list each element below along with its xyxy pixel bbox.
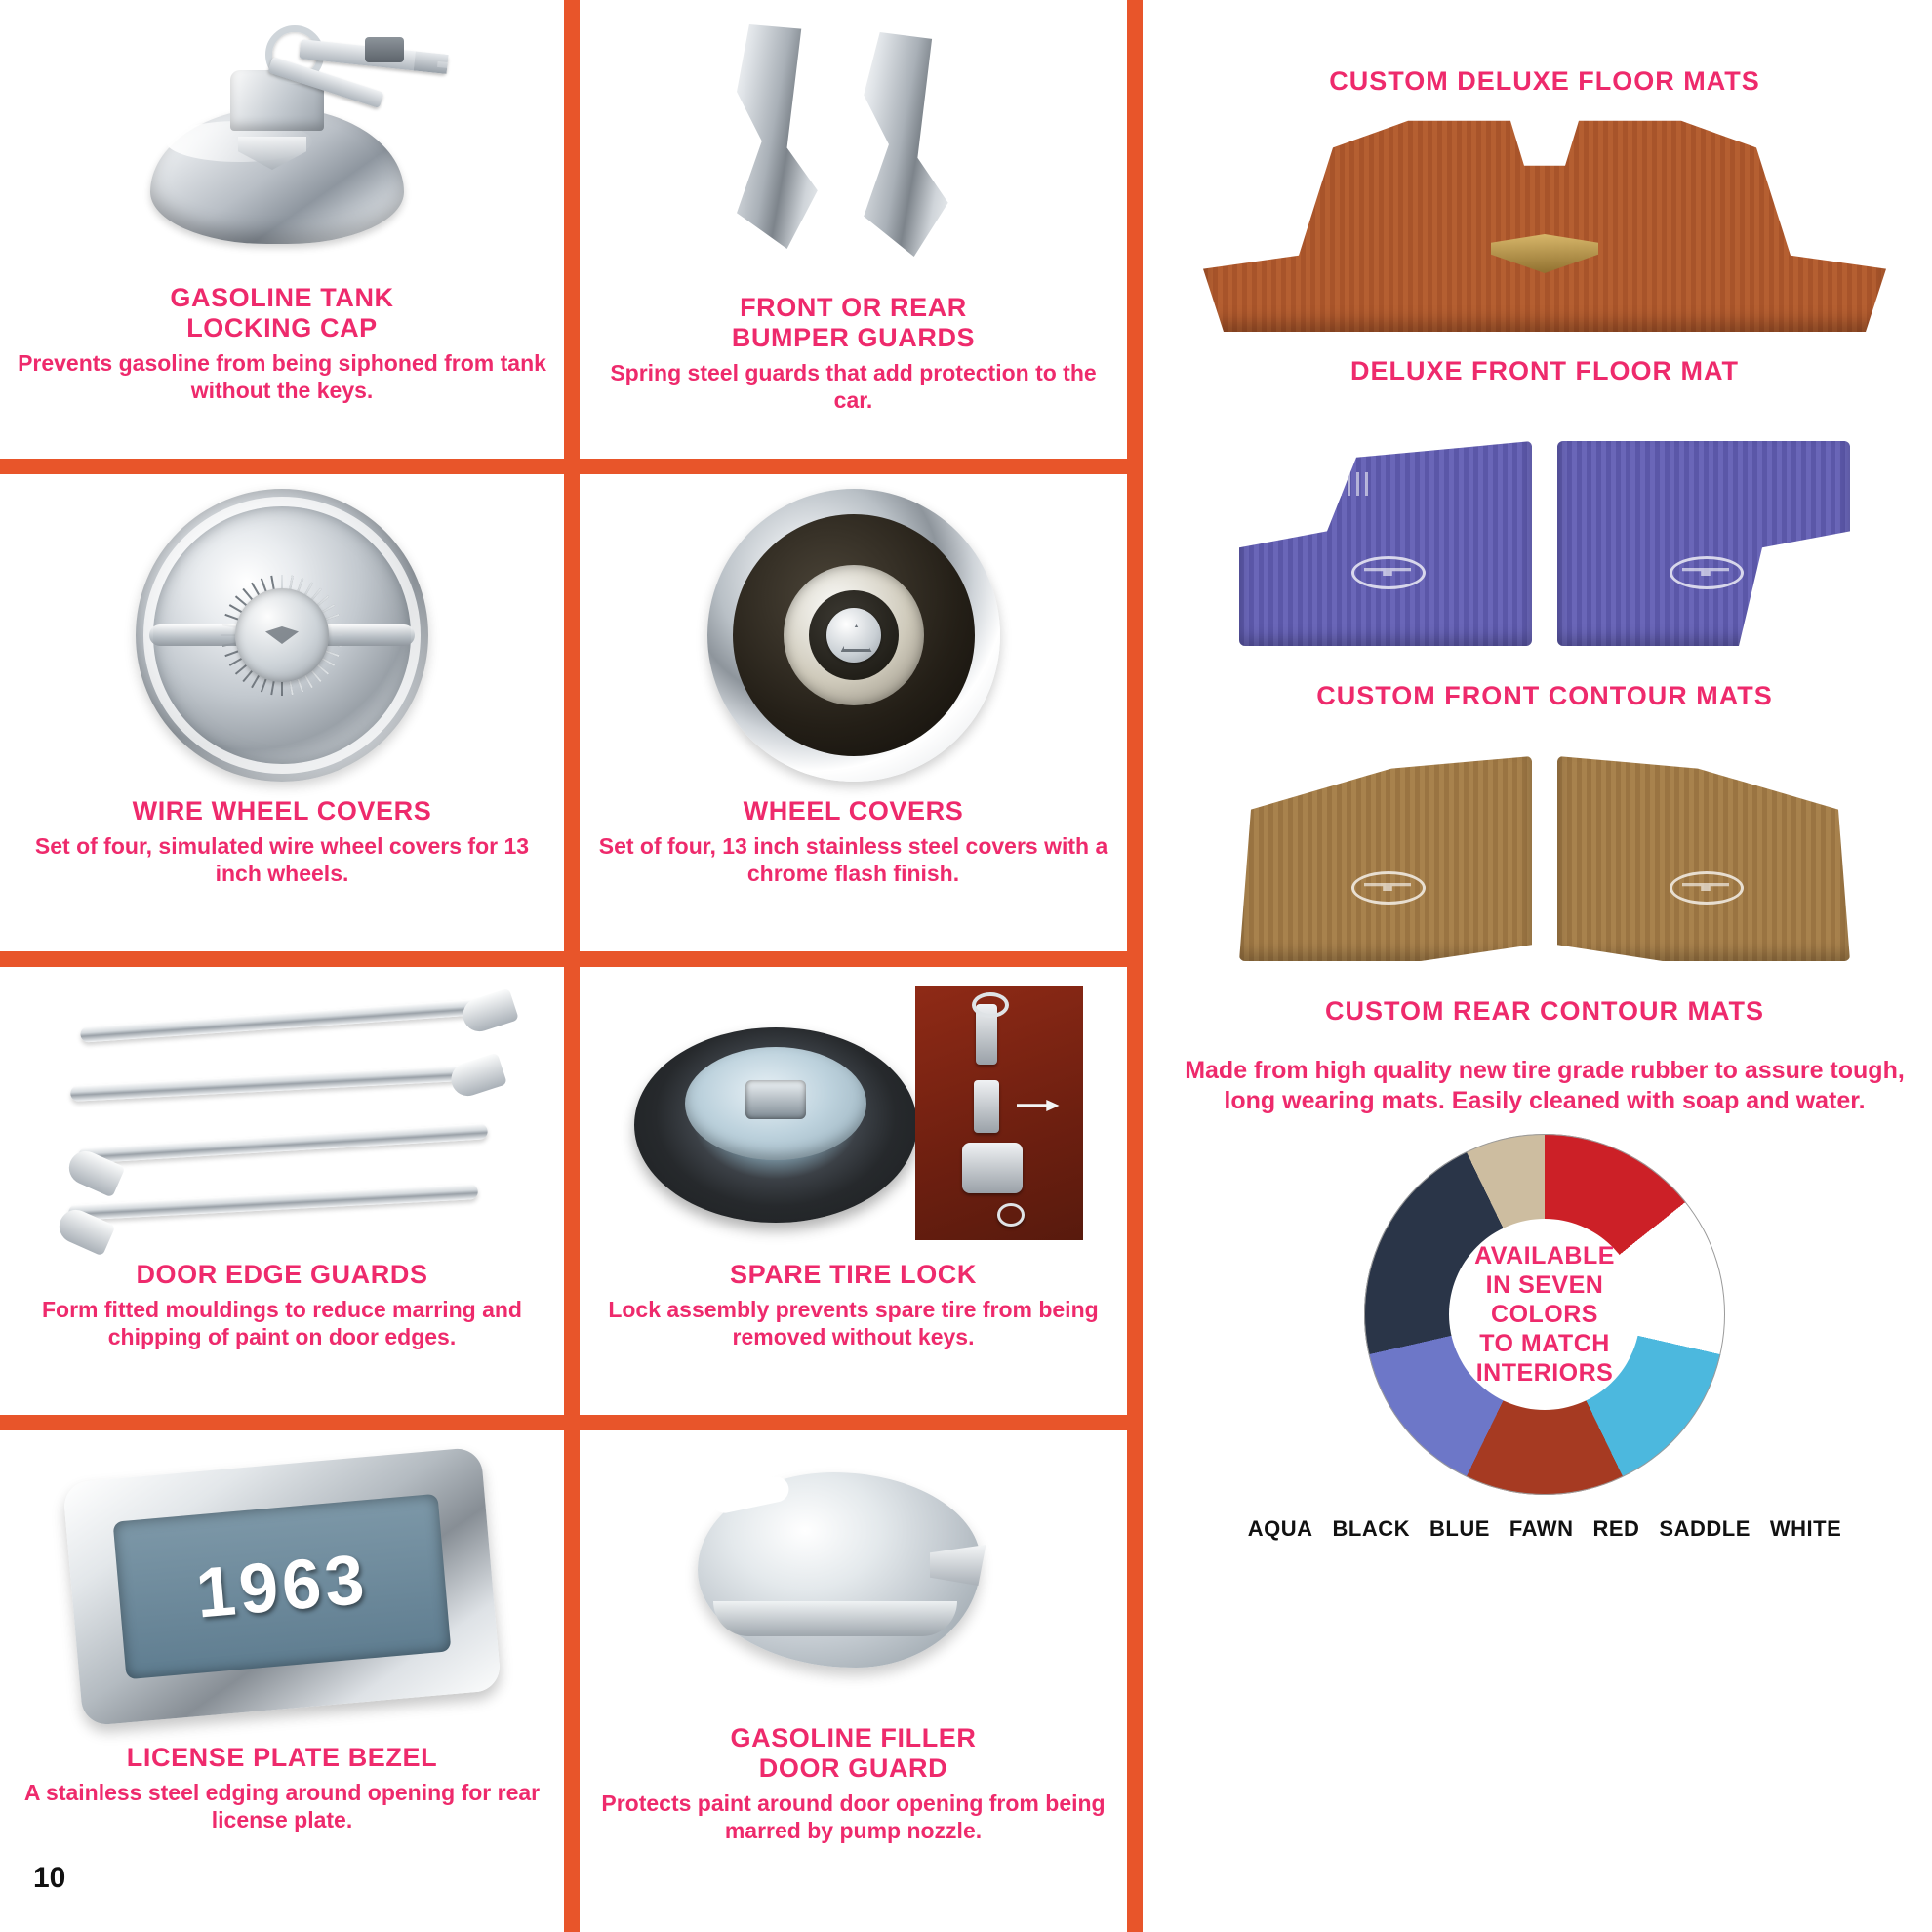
color-names-row — [1157, 1516, 1932, 1542]
color-wheel-center — [1449, 1219, 1640, 1410]
item-description: Form fitted mouldings to reduce marring and chipping of paint on door edges. — [42, 1296, 522, 1349]
item-license-plate-bezel — [0, 1430, 564, 1932]
item-description: Set of four, simulated wire wheel covers for 13 inch wheels. — [34, 832, 530, 886]
color-name: RED — [1592, 1516, 1640, 1541]
item-description: Prevents gasoline from being siphoned from tank without the keys. — [18, 349, 546, 403]
item-spare-tire-lock — [580, 967, 1127, 1415]
chevrolet-bowtie-icon — [1491, 234, 1598, 273]
deluxe-front-floor-mat-image — [1157, 97, 1932, 342]
divider-horizontal-1 — [0, 459, 1143, 474]
item-door-edge-guards — [0, 967, 564, 1415]
floor-mats-heading: CUSTOM DELUXE FLOOR MATS — [1329, 66, 1760, 96]
license-plate-bezel-image — [0, 1430, 564, 1743]
lock-mount-icon — [745, 1080, 806, 1119]
wheel-center-emblem-icon — [826, 608, 881, 663]
color-wheel-center-line: AVAILABLE — [1474, 1242, 1615, 1269]
item-title: WHEEL COVERS — [743, 796, 964, 825]
item-description: Spring steel guards that add protection to the car. — [610, 359, 1097, 413]
custom-front-contour-mats-image — [1157, 431, 1932, 656]
custom-rear-contour-mats-image — [1157, 746, 1932, 971]
gasoline-filler-door-guard-image — [580, 1430, 1127, 1723]
item-gasoline-filler-door-guard — [580, 1430, 1127, 1932]
color-wheel-center-line: TO MATCH — [1479, 1330, 1610, 1357]
wheel-hub-emblem-icon — [235, 588, 329, 682]
color-wheel-center-line: COLORS — [1491, 1301, 1598, 1328]
item-description: A stainless steel edging around opening for rear license plate. — [23, 1779, 541, 1832]
door-edge-guards-image — [0, 967, 564, 1260]
wheel-cover-image — [580, 474, 1127, 796]
item-description: Protects paint around door opening from being marred by pump nozzle. — [601, 1790, 1106, 1843]
color-wheel-center-text — [1474, 1241, 1615, 1388]
spare-tire-lock-image — [580, 967, 1127, 1260]
custom-front-contour-mats-label: CUSTOM FRONT CONTOUR MATS — [1316, 681, 1773, 710]
item-title: WIRE WHEEL COVERS — [132, 796, 432, 825]
item-wire-wheel-covers — [0, 474, 564, 951]
item-title: LICENSE PLATE BEZEL — [126, 1743, 438, 1772]
color-name: AQUA — [1247, 1516, 1313, 1541]
page-number: 10 — [33, 1862, 66, 1894]
item-title: GASOLINE TANK LOCKING CAP — [170, 283, 394, 342]
divider-horizontal-2 — [0, 951, 1143, 967]
item-description: Set of four, 13 inch stainless steel covers with a chrome flash finish. — [598, 832, 1108, 886]
color-name: WHITE — [1769, 1516, 1842, 1541]
chevrolet-bowtie-icon — [1351, 556, 1426, 589]
color-wheel-center-line: IN SEVEN — [1485, 1271, 1604, 1299]
gasoline-tank-locking-cap-image — [0, 0, 564, 283]
item-title: SPARE TIRE LOCK — [729, 1260, 977, 1289]
color-name: BLACK — [1332, 1516, 1411, 1541]
chevrolet-bowtie-icon — [1351, 871, 1426, 905]
available-colors-wheel — [1364, 1134, 1725, 1495]
item-front-or-rear-bumper-guards — [580, 0, 1127, 459]
chevrolet-bowtie-icon — [1670, 871, 1744, 905]
color-name: BLUE — [1429, 1516, 1490, 1541]
item-title: DOOR EDGE GUARDS — [136, 1260, 428, 1289]
color-wheel-center-line: INTERIORS — [1475, 1359, 1614, 1387]
license-plate-year: 1963 — [192, 1540, 372, 1633]
item-wheel-covers — [580, 474, 1127, 951]
item-description: Lock assembly prevents spare tire from being removed without keys. — [608, 1296, 1099, 1349]
arrow-icon — [1017, 1100, 1060, 1111]
floor-mats-description: Made from high quality new tire grade rubber to assure tough, long wearing mats. Easily cleaned with soap and water. — [1185, 1057, 1905, 1114]
bumper-guards-image — [580, 0, 1127, 293]
chevrolet-bowtie-icon — [1670, 556, 1744, 589]
color-name: SADDLE — [1659, 1516, 1751, 1541]
deluxe-front-floor-mat-label: DELUXE FRONT FLOOR MAT — [1350, 356, 1739, 385]
color-wheel-block — [1157, 1134, 1932, 1553]
color-name: FAWN — [1509, 1516, 1574, 1541]
custom-rear-contour-mats-label: CUSTOM REAR CONTOUR MATS — [1324, 996, 1764, 1026]
divider-horizontal-3 — [0, 1415, 1143, 1430]
lock-parts-inset — [915, 986, 1083, 1240]
item-gasoline-tank-locking-cap — [0, 0, 564, 459]
item-title: FRONT OR REAR BUMPER GUARDS — [731, 293, 976, 352]
wire-wheel-cover-image — [0, 474, 564, 796]
floor-mats-panel — [1157, 0, 1932, 1932]
item-title: GASOLINE FILLER DOOR GUARD — [730, 1723, 977, 1783]
